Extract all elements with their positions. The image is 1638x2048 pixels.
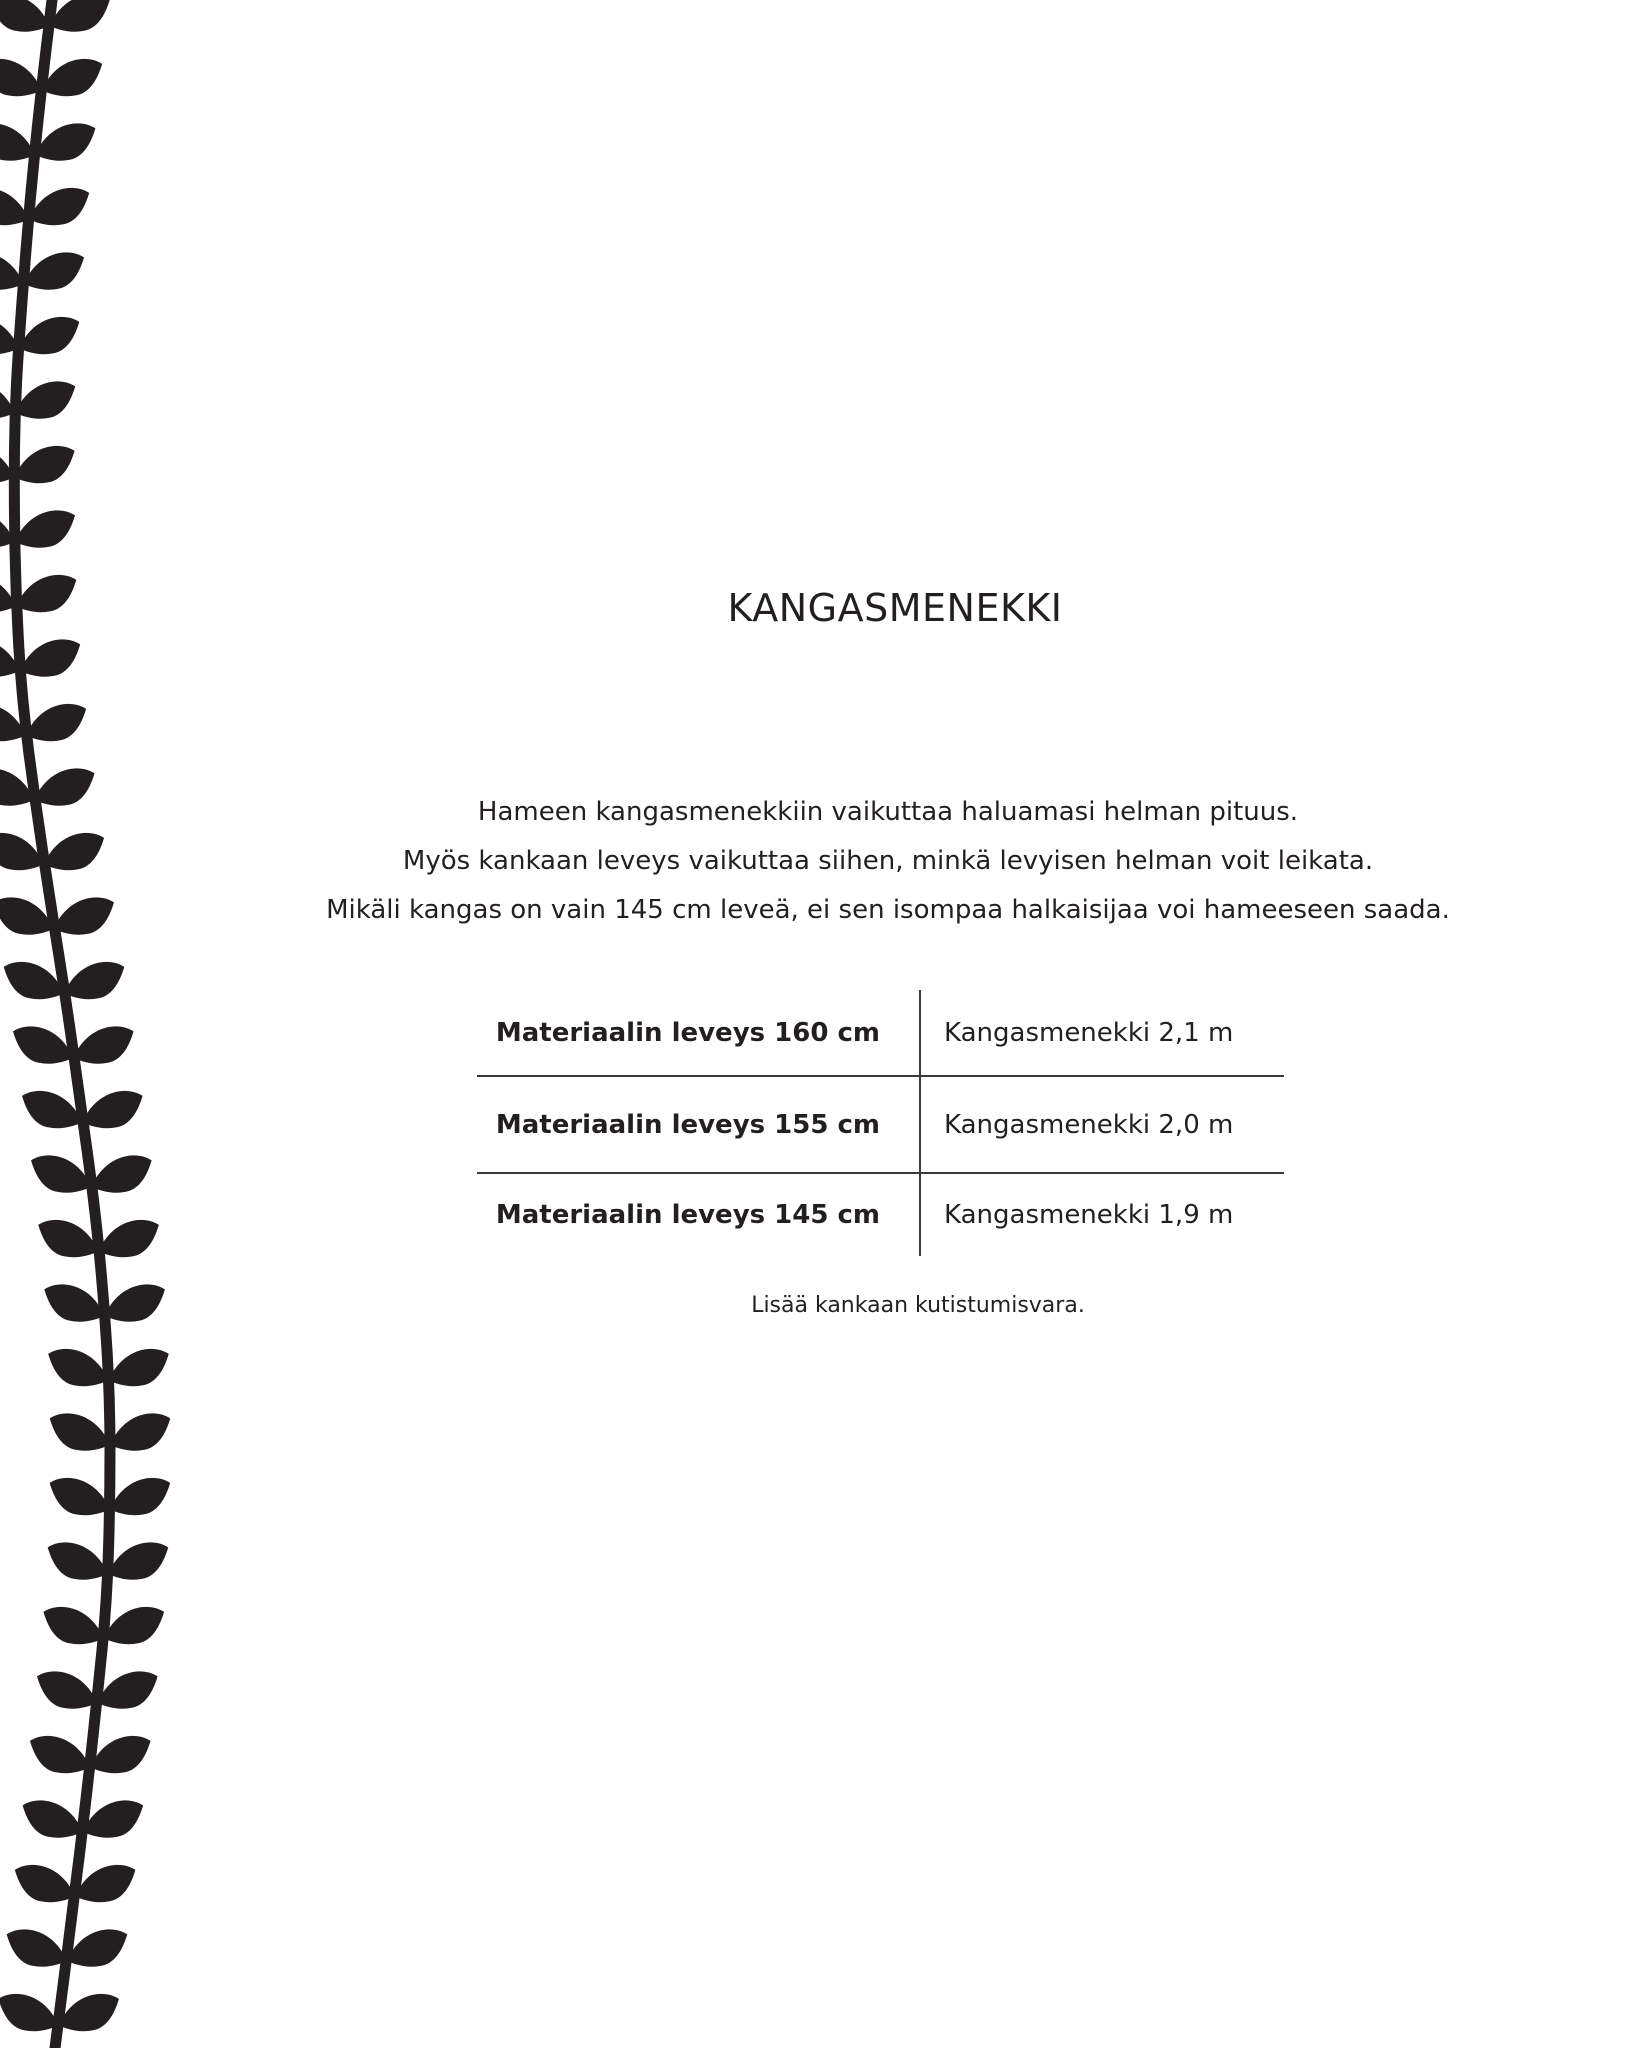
fabric-usage-cell: Kangasmenekki 1,9 m	[944, 1200, 1234, 1230]
material-width-cell: Materiaalin leveys 160 cm	[495, 1018, 880, 1048]
leaf-right-icon	[89, 1154, 153, 1194]
intro-line-1: Hameen kangasmenekkiin vaikuttaa haluamasi helman pituus.	[477, 797, 1299, 827]
leaf-right-icon	[13, 509, 77, 549]
leaf-right-icon	[12, 445, 76, 485]
leaf-right-icon	[33, 122, 97, 162]
fabric-usage-cell: Kangasmenekki 2,1 m	[944, 1018, 1234, 1048]
leaf-right-icon	[22, 251, 86, 291]
leaf-right-icon	[97, 1219, 161, 1259]
leaf-left-icon	[48, 1412, 112, 1452]
fabric-usage-cell: Kangasmenekki 2,0 m	[944, 1109, 1234, 1140]
leaf-left-icon	[46, 1348, 110, 1388]
leaf-right-icon	[71, 1025, 135, 1065]
leaf-right-icon	[80, 1090, 144, 1130]
leaf-left-icon	[35, 1670, 99, 1710]
leaf-right-icon	[108, 1412, 172, 1452]
intro-paragraph	[0, 788, 1638, 935]
leaf-right-icon	[27, 187, 91, 227]
leaf-left-icon	[46, 1541, 110, 1581]
shrinkage-note: Lisää kankaan kutistumisvara.	[751, 1293, 1085, 1318]
leaf-right-icon	[17, 316, 81, 356]
leaf-left-icon	[21, 1799, 85, 1839]
leaf-left-icon	[13, 1864, 77, 1904]
leaf-right-icon	[108, 1477, 172, 1517]
fabric-usage-table	[477, 990, 1284, 1256]
material-width-cell: Materiaalin leveys 155 cm	[495, 1109, 880, 1140]
leaf-right-icon	[62, 961, 126, 1001]
leaf-right-icon	[48, 0, 112, 34]
material-width-cell: Materiaalin leveys 145 cm	[495, 1200, 880, 1230]
leaf-right-icon	[24, 703, 88, 743]
leaf-right-icon	[95, 1670, 159, 1710]
intro-line-2: Myös kankaan leveys vaikuttaa siihen, minkä levyisen helman voit leikata.	[402, 846, 1374, 876]
leaf-left-icon	[5, 1928, 69, 1968]
leaf-left-icon	[41, 1606, 105, 1646]
leaf-left-icon	[48, 1477, 112, 1517]
page-title: KANGASMENEKKI	[727, 586, 1063, 630]
leaf-right-icon	[13, 380, 77, 420]
leaf-right-icon	[106, 1541, 170, 1581]
leaf-right-icon	[18, 638, 82, 678]
table-row	[477, 1077, 1284, 1172]
leaf-vine-decoration	[0, 0, 200, 2048]
leaf-left-icon	[28, 1735, 92, 1775]
table-row	[477, 1174, 1284, 1256]
leaf-right-icon	[106, 1348, 170, 1388]
leaf-right-icon	[102, 1606, 166, 1646]
table-row	[477, 990, 1284, 1076]
leaf-left-icon	[0, 1993, 61, 2033]
intro-line-3: Mikäli kangas on vain 145 cm leveä, ei sen isompaa halkaisijaa voi hameeseen saada.	[326, 895, 1450, 925]
